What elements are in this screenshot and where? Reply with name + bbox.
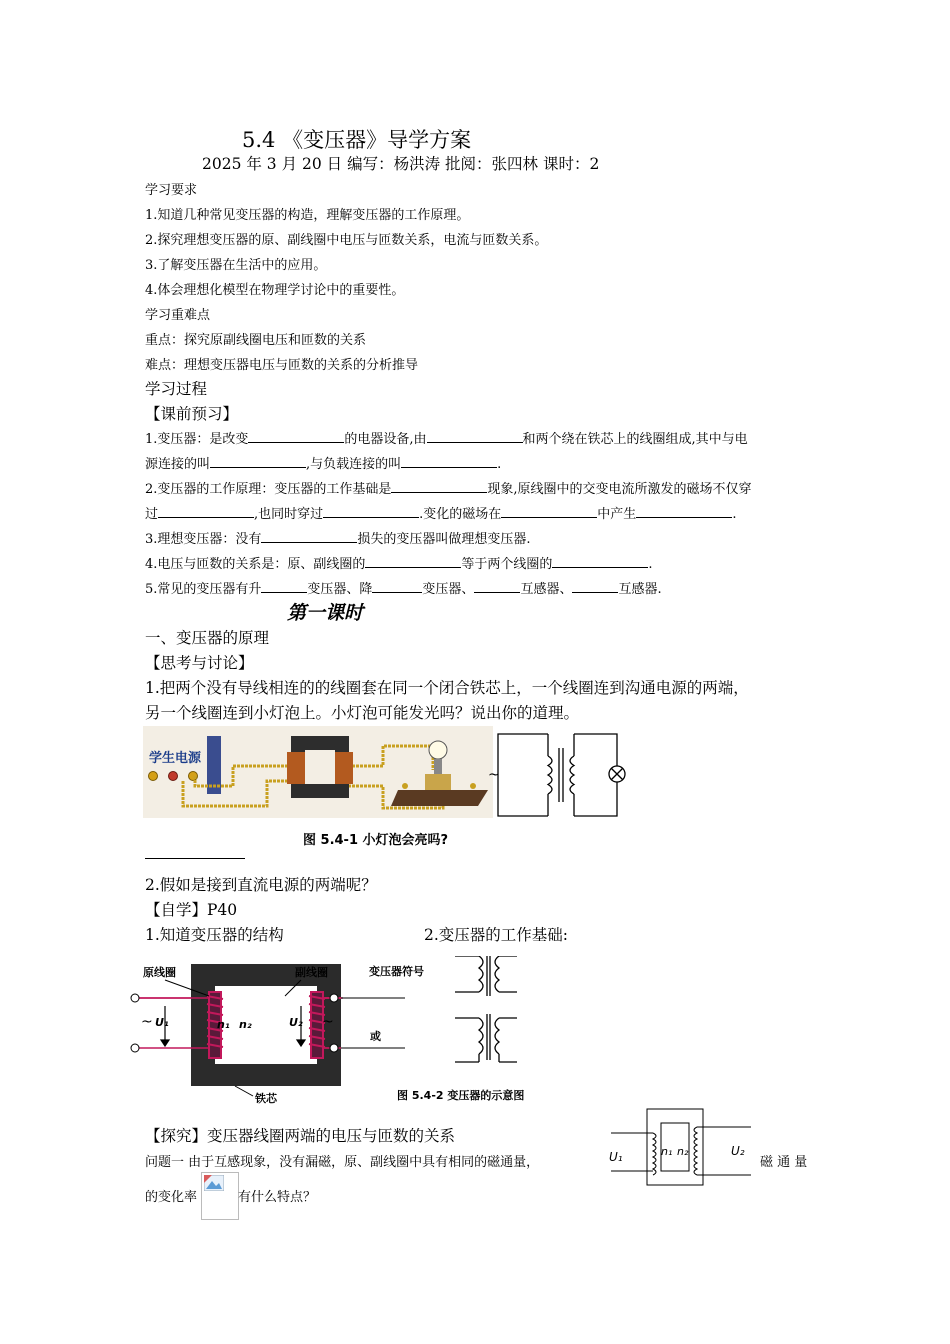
objectives-heading: 学习要求 — [145, 183, 198, 198]
n2-label: n₂ — [239, 1018, 252, 1031]
preview-q1-line1: 1.变压器：是改变 的电器设备,由 和两个绕在铁芯上的线圈组成,其中与电 — [145, 428, 748, 447]
transformer-circuit-diagram — [498, 734, 625, 816]
n1-label: n₁ — [217, 1018, 230, 1031]
focus-point: 重点：探究原副线圈电压和匝数的关系 — [145, 333, 367, 348]
power-source-label: 学生电源 — [149, 751, 202, 766]
symbol-label: 变压器符号 — [369, 965, 424, 978]
answer-blank[interactable] — [261, 578, 307, 593]
problem1-question: 有什么特点？ — [238, 1190, 317, 1205]
document-meta: 2025 年 3 月 20 日 编写：杨洪涛 批阅：张四林 课时：2 — [202, 155, 600, 173]
figure-caption-2: 图 5.4-2 变压器的示意图 — [397, 1089, 525, 1102]
answer-blank[interactable] — [261, 528, 357, 543]
figure-caption: 图 5.4-1 小灯泡会亮吗? — [303, 833, 449, 848]
transformer-symbol-2 — [455, 1014, 517, 1062]
preview-q1-line2: 源连接的叫 ,与负载连接的叫 . — [145, 453, 501, 472]
objective-item: 4.体会理想化模型在物理学讨论中的重要性。 — [145, 283, 405, 298]
answer-blank[interactable] — [501, 503, 597, 518]
answer-blank[interactable] — [372, 578, 422, 593]
answer-blank[interactable] — [552, 553, 648, 568]
secondary-coil-label: 副线圈 — [295, 966, 328, 979]
figure-lamp-experiment — [143, 726, 633, 856]
figure-transformer-labels — [125, 956, 555, 1108]
answer-blank[interactable] — [391, 478, 487, 493]
preview-q4: 4.电压与匝数的关系是：原、副线圈的 等于两个线圈的 . — [145, 553, 653, 572]
page-title: 5.4 《变压器》导学方案 — [242, 128, 472, 152]
answer-blank[interactable] — [636, 503, 732, 518]
preview-q3: 3.理想变压器：没有 损失的变压器叫做理想变压器. — [145, 528, 531, 547]
n1-label-small: n₁ — [661, 1145, 673, 1158]
explore-heading: 【探究】变压器线圈两端的电压与匝数的关系 — [145, 1127, 456, 1145]
preview-q2-line1: 2.变压器的工作原理：变压器的工作基础是 现象,原线圈中的交变电流所激发的磁场不仅穿 — [145, 478, 752, 497]
discuss-q2: 2.假如是接到直流电源的两端呢？ — [145, 876, 377, 894]
or-label: 或 — [370, 1030, 381, 1043]
transformer-symbol-1 — [455, 956, 517, 996]
problem1-text: 问题一 由于互感现象，没有漏磁，原、副线圈中具有相同的磁通量， — [145, 1155, 540, 1170]
answer-blank[interactable] — [210, 453, 306, 468]
discuss-q1-line1: 1.把两个没有导线相连的的线圈套在同一个闭合铁芯上，一个线圈连到沟通电源的两端， — [145, 679, 749, 697]
preview-q2-line2: 过 ,也同时穿过 .变化的磁场在 中产生 . — [145, 503, 736, 522]
self-study-item-2: 2.变压器的工作基础: — [424, 926, 569, 944]
discuss-q1-line2: 另一个线圈连到小灯泡上。小灯泡可能发光吗？说出你的道理。 — [145, 704, 580, 722]
primary-coil-label: 原线圈 — [143, 966, 176, 979]
answer-blank[interactable] — [365, 553, 461, 568]
u2-label-small: U₂ — [731, 1144, 745, 1158]
answer-blank[interactable] — [427, 428, 523, 443]
keypoints-heading: 学习重难点 — [145, 308, 211, 323]
u1-label-small: U₁ — [609, 1150, 623, 1164]
answer-blank[interactable] — [248, 428, 344, 443]
ac-symbol-left: ~ — [141, 1014, 153, 1030]
n2-label-small: n₂ — [677, 1145, 689, 1158]
transformer-core-icon — [287, 736, 353, 798]
divider — [145, 858, 245, 859]
u2-label: U₂ — [289, 1016, 303, 1029]
figure-small-transformer — [605, 1105, 755, 1190]
objective-item: 1.知道几种常见变压器的构造，理解变压器的工作原理。 — [145, 208, 470, 223]
objective-item: 3.了解变压器在生活中的应用。 — [145, 258, 327, 273]
self-study-item-1: 1.知道变压器的结构 — [145, 926, 284, 944]
broken-image-icon — [204, 1175, 224, 1191]
discuss-heading: 【思考与讨论】 — [145, 654, 254, 672]
section-heading: 一、变压器的原理 — [145, 629, 270, 647]
answer-blank[interactable] — [323, 503, 419, 518]
preview-heading: 【课前预习】 — [145, 405, 239, 423]
problem1-text-end: 磁 通 量 — [760, 1155, 808, 1170]
core-label: 铁芯 — [255, 1092, 277, 1105]
difficulty-point: 难点：理想变压器电压与匝数的关系的分析推导 — [145, 358, 419, 373]
problem1-text-line2: 的变化率 — [145, 1190, 198, 1205]
answer-blank[interactable] — [158, 503, 254, 518]
formula-image-placeholder — [201, 1172, 239, 1220]
u1-label: U₁ — [155, 1016, 169, 1029]
answer-blank[interactable] — [474, 578, 520, 593]
preview-q5: 5.常见的变压器有升 变压器、降 变压器、 互感器、 互感器. — [145, 578, 662, 597]
answer-blank[interactable] — [401, 453, 497, 468]
process-heading: 学习过程 — [145, 380, 208, 398]
objective-item: 2.探究理想变压器的原、副线圈中电压与匝数关系，电流与匝数关系。 — [145, 233, 548, 248]
ac-symbol-right: ~ — [322, 1014, 334, 1030]
ac-symbol: ~ — [488, 767, 500, 783]
self-study-heading: 【自学】P40 — [145, 901, 238, 919]
answer-blank[interactable] — [572, 578, 618, 593]
lesson-title: 第一课时 — [287, 602, 364, 624]
